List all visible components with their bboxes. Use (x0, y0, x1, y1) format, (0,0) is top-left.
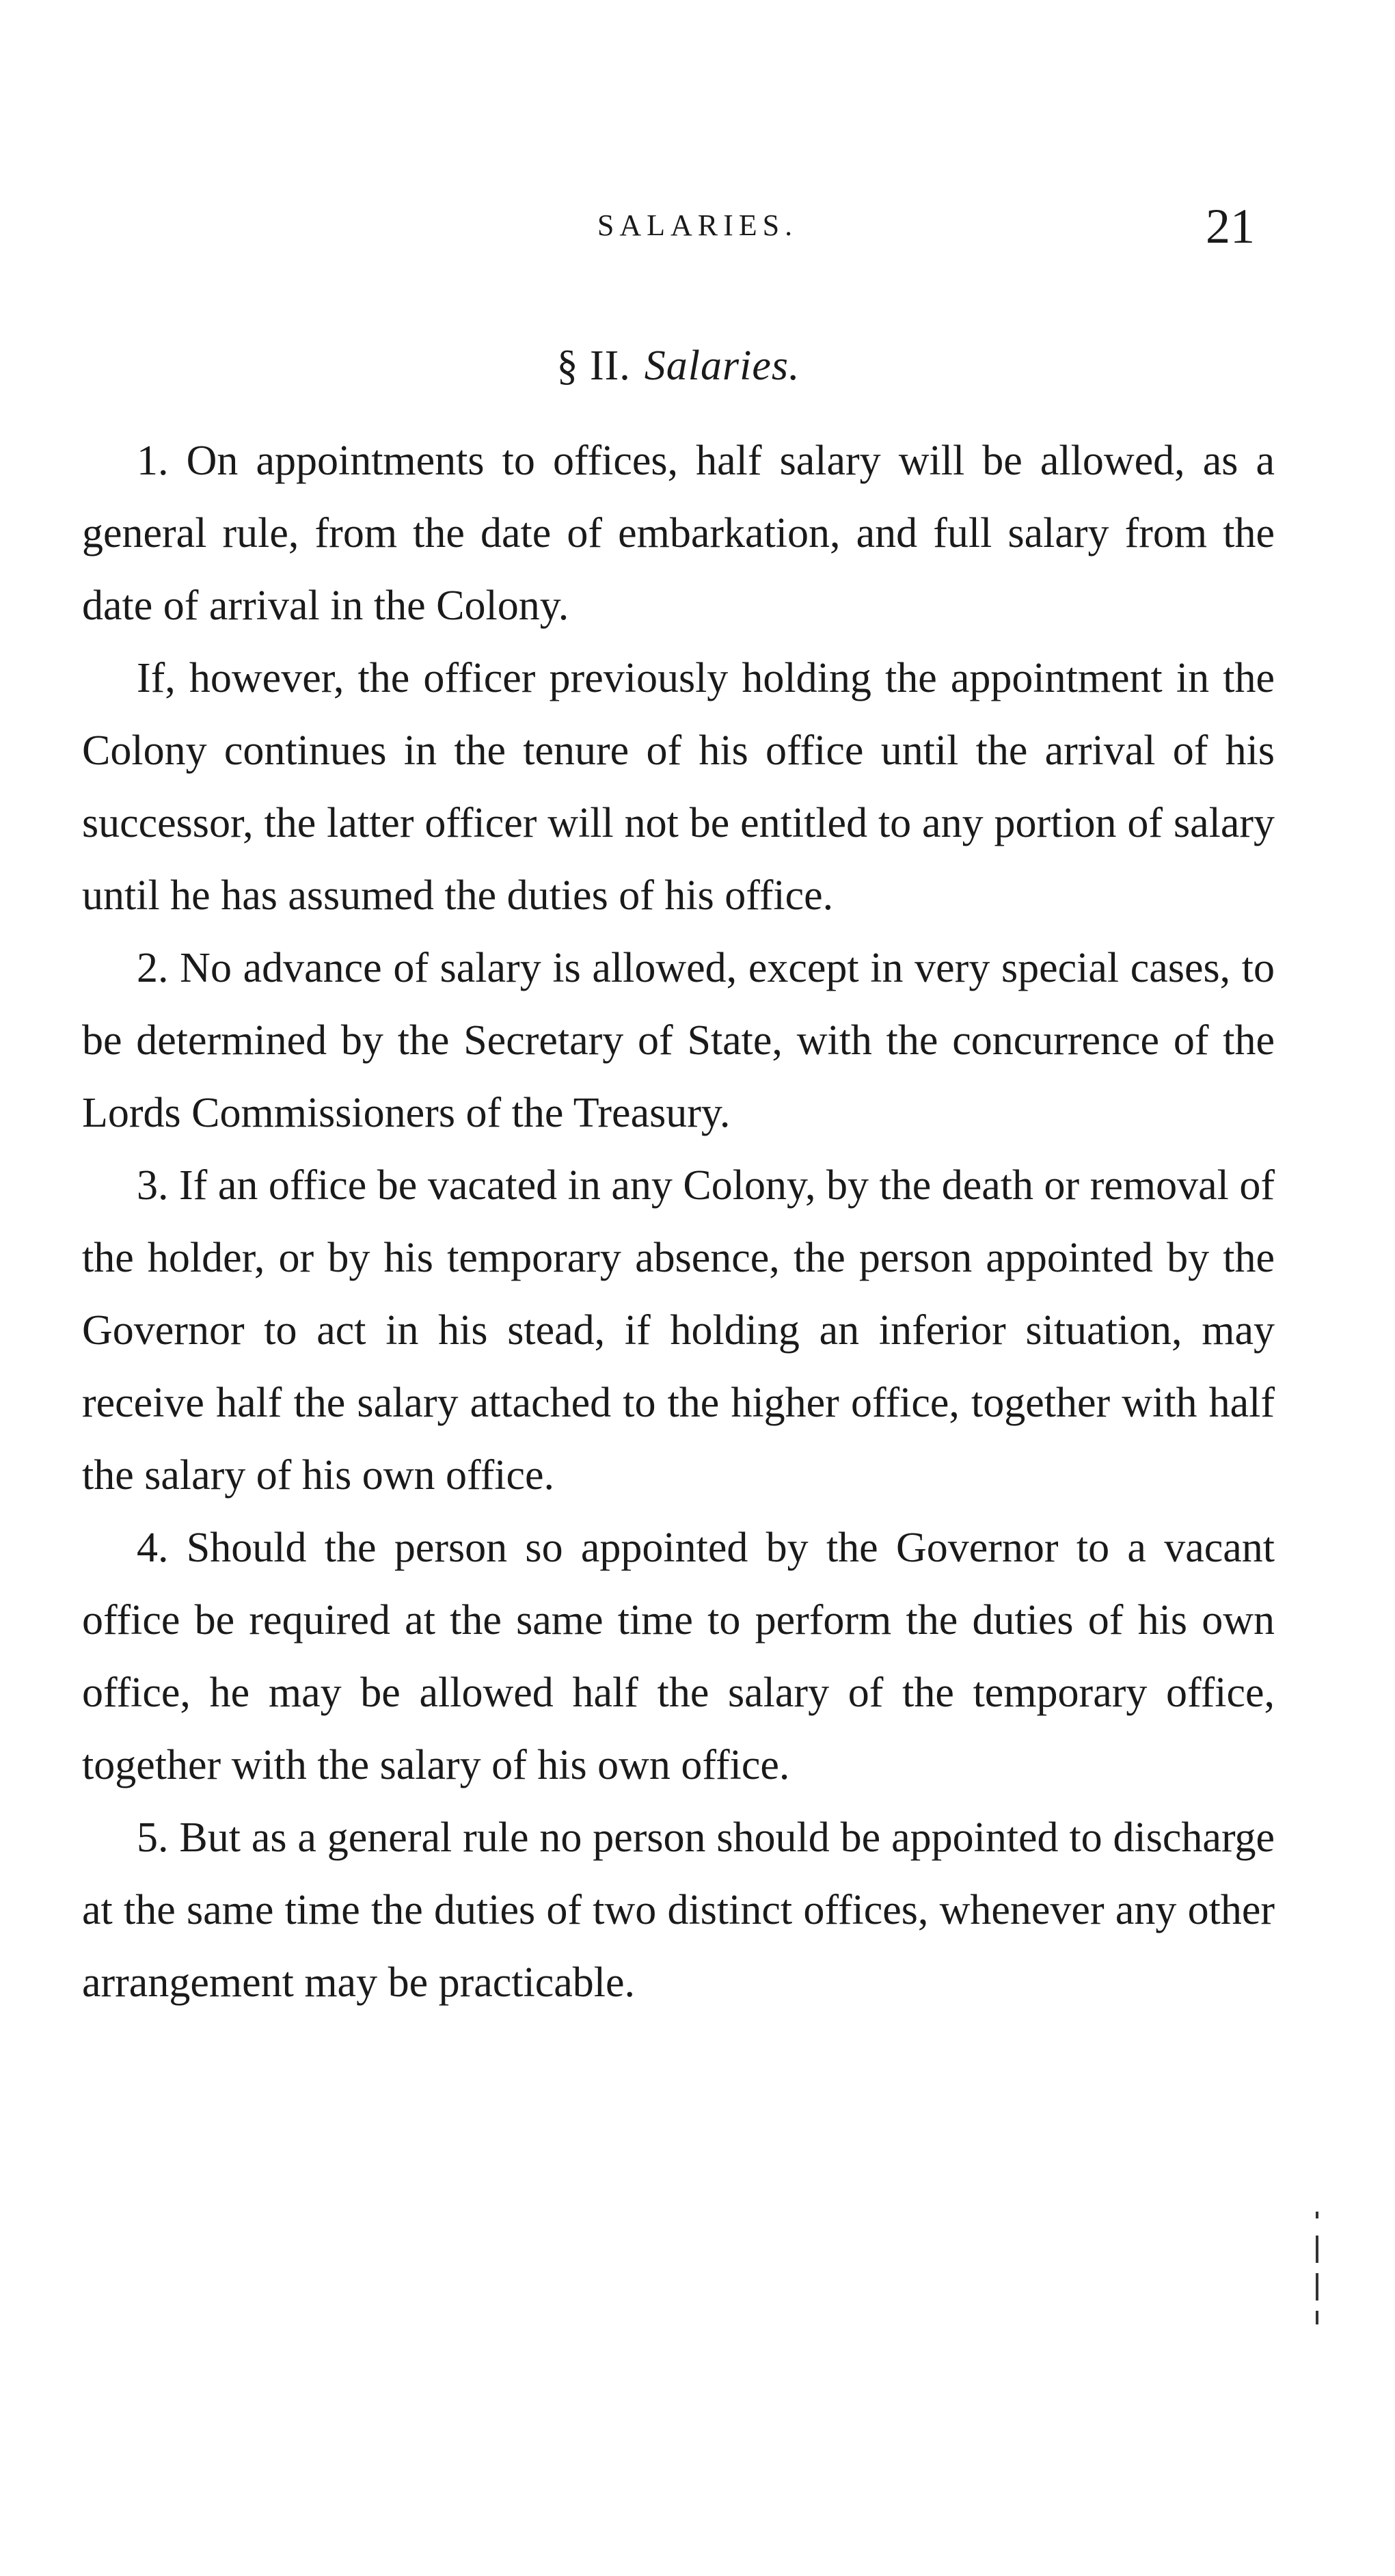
paragraph-3: 3. If an office be vacated in any Colony, by the death or removal of the holder, or by his temporary absence, the person appointed by the Governor to act in his stead, if holding an inferior situation, may receive half the salary attached to the higher office, together with half the salary of his own office. (82, 1162, 1275, 1499)
paragraph-2: 2. No advance of salary is allowed, except in very special cases, to be determined by the Secretary of State, with the concurrence of the Lords Commissioners of the Treasury. (82, 945, 1275, 1136)
running-title: SALARIES. (597, 209, 798, 242)
paragraph-4: 4. Should the person so appointed by the Governor to a vacant office be required at the same time to perform the duties of his own office, he may be allowed half the salary of the temporary office, together with the salary of his own office. (82, 1525, 1275, 1788)
body-text (82, 342, 1275, 2019)
paragraph-5: 5. But as a general rule no person should be appointed to discharge at the same time the duties of two distinct offices, whenever any other arrangement may be practicable. (82, 1814, 1275, 2006)
paragraph-1-continued: If, however, the officer previously holding the appointment in the Colony continues in the tenure of his office until the arrival of his successor, the latter officer will not be entitled to any portion of salary until he has assumed the duties of his office. (82, 655, 1275, 919)
margin-marks (1316, 2212, 1320, 2328)
page-number: 21 (1206, 199, 1255, 254)
section-title: Salaries. (644, 343, 800, 389)
running-head (0, 198, 1395, 253)
paragraph-1: 1. On appointments to offices, half salary will be allowed, as a general rule, from the date of embarkation, and full salary from the date of arrival in the Colony. (82, 438, 1275, 629)
section-heading (82, 342, 1275, 390)
section-number: § II. (556, 343, 631, 389)
